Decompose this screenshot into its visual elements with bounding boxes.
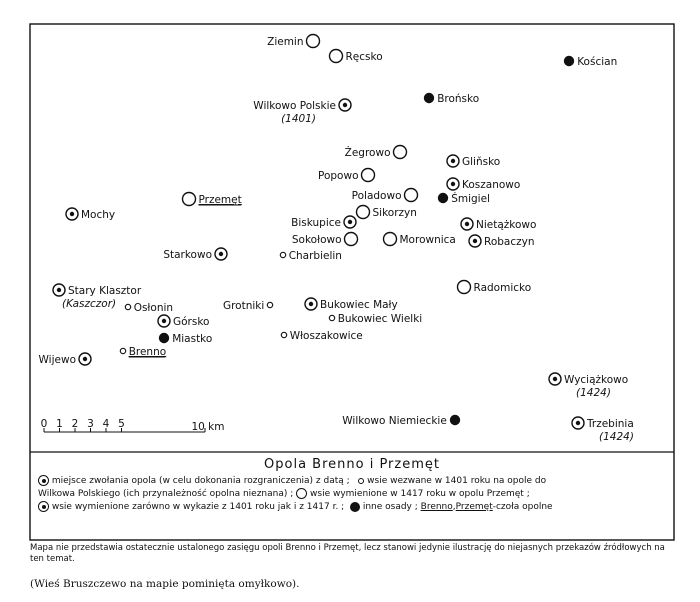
open-circle-icon (362, 169, 375, 182)
place-25 (305, 298, 398, 311)
dotted-circle-icon (38, 501, 49, 512)
small-circle-icon (329, 315, 334, 320)
legend-brenno: Brenno (420, 502, 453, 512)
page-caption: (Wieś Bruszczewo na mapie pominięta omyłkowo). (30, 578, 300, 590)
place-date-label: (1424) (576, 387, 611, 399)
legend-other-settlements: inne osady ; (362, 502, 418, 512)
place-label: Ziemin (267, 36, 304, 48)
place-label: Wijewo (38, 354, 76, 366)
place-label: Starkowo (163, 249, 212, 261)
place-label: Bukowiec Mały (320, 299, 398, 311)
scale-tick-label: 0 (40, 418, 48, 430)
dotted-circle-center (553, 377, 557, 381)
place-label: Radomicko (473, 282, 532, 294)
small-circle-icon (281, 332, 286, 337)
place-17 (384, 233, 456, 247)
place-label: Przemęt (198, 194, 242, 206)
place-label: Mochy (81, 209, 116, 221)
place-31 (39, 353, 91, 366)
place-33 (342, 415, 460, 427)
place-29 (159, 333, 213, 345)
place-date-label: (Kaszczor) (62, 298, 117, 310)
legend-line-1 (30, 475, 674, 488)
place-15 (461, 218, 536, 231)
place-9 (352, 189, 418, 203)
place-label: Gliňsko (462, 156, 501, 168)
dotted-circle-center (83, 357, 87, 361)
open-circle-icon (458, 281, 471, 294)
place-label: Sokołowo (291, 234, 342, 246)
place-label: Górsko (173, 316, 210, 328)
small-circle-icon (358, 478, 364, 484)
place-label: Bukowiec Wielki (337, 313, 423, 325)
scale-end-label: 10 km (191, 421, 225, 433)
scale-bar (41, 418, 225, 433)
filled-circle-icon (564, 56, 574, 66)
place-7 (318, 169, 374, 183)
place-21 (458, 281, 532, 295)
scale-tick-label: 5 (118, 418, 125, 430)
place-label: Wilkowo Niemieckie (342, 415, 447, 427)
place-label: Morownica (399, 234, 456, 246)
place-label: Miastko (172, 333, 213, 345)
place-30 (120, 346, 166, 358)
place-label: Stary Klasztor (68, 285, 142, 297)
legend-meeting-place: miejsce zwołania opola (w celu dokonania rozgraniczenia) z datą ; (51, 476, 350, 486)
place-10 (438, 192, 490, 205)
small-circle-icon (125, 304, 130, 309)
place-label: Żegrowo (344, 147, 391, 159)
dotted-circle-center (70, 212, 74, 216)
place-13 (66, 208, 115, 221)
legend-line-2 (30, 488, 674, 501)
place-1 (330, 50, 383, 64)
place-date-label: (1401) (281, 113, 316, 125)
place-label: Popowo (318, 170, 359, 182)
open-circle-icon (307, 35, 320, 48)
place-label: Robaczyn (484, 236, 535, 248)
place-32 (549, 373, 628, 399)
place-19 (163, 248, 227, 261)
legend-summoned-cont: Wilkowa Polskiego (ich przynależność opolna nieznana) ; (38, 489, 294, 499)
place-24 (223, 300, 273, 312)
places-layer (39, 35, 634, 444)
place-label: Ręcsko (345, 51, 383, 63)
place-12 (357, 206, 417, 220)
dotted-circle-center (219, 252, 223, 256)
legend (30, 452, 674, 540)
legend-summoned-1401: wsie wezwane w 1401 roku na opole do (367, 476, 547, 486)
place-16 (292, 233, 358, 247)
legend-title: Opola Brenno i Przemęt (264, 457, 440, 472)
open-circle-icon (405, 189, 418, 202)
open-circle-icon (357, 206, 370, 219)
place-label: Grotniki (222, 300, 265, 312)
place-26 (329, 313, 422, 325)
place-label: Nietążkowo (476, 219, 537, 231)
place-28 (281, 330, 362, 342)
small-circle-icon (267, 302, 272, 307)
legend-heads: -czoła opolne (492, 502, 553, 512)
dotted-circle-center (576, 421, 580, 425)
legend-przemet: Przemęt (455, 502, 493, 512)
open-circle-icon (296, 488, 307, 499)
dotted-circle-center (343, 103, 347, 107)
dotted-circle-center (465, 222, 469, 226)
dotted-circle-center (348, 220, 352, 224)
dotted-circle-center (309, 302, 313, 306)
place-label: Osłonin (133, 302, 174, 314)
place-11 (183, 193, 242, 207)
open-circle-icon (394, 146, 407, 159)
place-label: Sikorzyn (372, 207, 417, 219)
filled-circle-icon (350, 502, 360, 512)
scale-tick-label: 4 (102, 418, 110, 430)
place-label: Poladowo (351, 190, 402, 202)
filled-circle-icon (450, 415, 460, 425)
filled-circle-icon (424, 93, 434, 103)
dotted-circle-center (451, 159, 455, 163)
map-footnote: Mapa nie przedstawia ostatecznie ustalonego zasięgu opoli Brenno i Przemęt, lecz stanowi jedynie ilustrację do niejasnych przekazów źródłowych na ten temat. (30, 543, 665, 564)
open-circle-icon (384, 233, 397, 246)
place-label: Brońsko (437, 93, 480, 105)
place-label: Biskupice (291, 217, 341, 229)
filled-circle-icon (438, 193, 448, 203)
filled-circle-icon (159, 333, 169, 343)
place-34 (572, 417, 634, 443)
place-27 (158, 315, 209, 328)
place-label: Trzebinia (587, 418, 634, 430)
place-2 (564, 56, 617, 68)
place-date-label: (1424) (599, 431, 634, 443)
legend-listed-1417: wsie wymienione w 1417 roku w opolu Przemęt ; (310, 489, 530, 499)
dotted-circle-icon (38, 475, 49, 486)
legend-line-3: wsie wymienione zarówno w wykazie z 1401 roku jak i z 1417 r. ; inne osady ; Brenno,Przemęt-czoła opolne (30, 501, 674, 514)
scale-tick-label: 1 (56, 418, 63, 430)
open-circle-icon (345, 233, 358, 246)
place-6 (447, 155, 500, 168)
place-label: Kościan (577, 56, 618, 68)
place-4 (424, 93, 479, 105)
place-label: Wilkowo Polskie (253, 100, 336, 112)
place-5 (345, 146, 407, 160)
open-circle-icon (183, 193, 196, 206)
place-14 (291, 216, 356, 229)
place-label: Charbielin (288, 250, 342, 262)
dotted-circle-center (473, 239, 477, 243)
legend-both-lists: wsie wymienione zarówno w wykazie z 1401 roku jak i z 1417 r. ; (51, 502, 345, 512)
place-20 (280, 250, 342, 262)
dotted-circle-center (162, 319, 166, 323)
place-18 (469, 235, 535, 248)
place-label: Włoszakowice (289, 330, 363, 342)
place-3 (253, 99, 351, 125)
place-label: Koszanowo (462, 179, 521, 191)
dotted-circle-center (57, 288, 61, 292)
place-23 (125, 302, 173, 314)
small-circle-icon (120, 348, 125, 353)
place-label: Śmigiel (451, 193, 490, 205)
small-circle-icon (280, 252, 285, 257)
place-8 (447, 178, 520, 191)
dotted-circle-center (451, 182, 455, 186)
scale-tick-label: 2 (71, 418, 79, 430)
place-label: Brenno (128, 346, 167, 358)
open-circle-icon (330, 50, 343, 63)
scale-tick-label: 3 (87, 418, 94, 430)
place-label: Wyciążkowo (564, 374, 629, 386)
place-0 (267, 35, 319, 49)
